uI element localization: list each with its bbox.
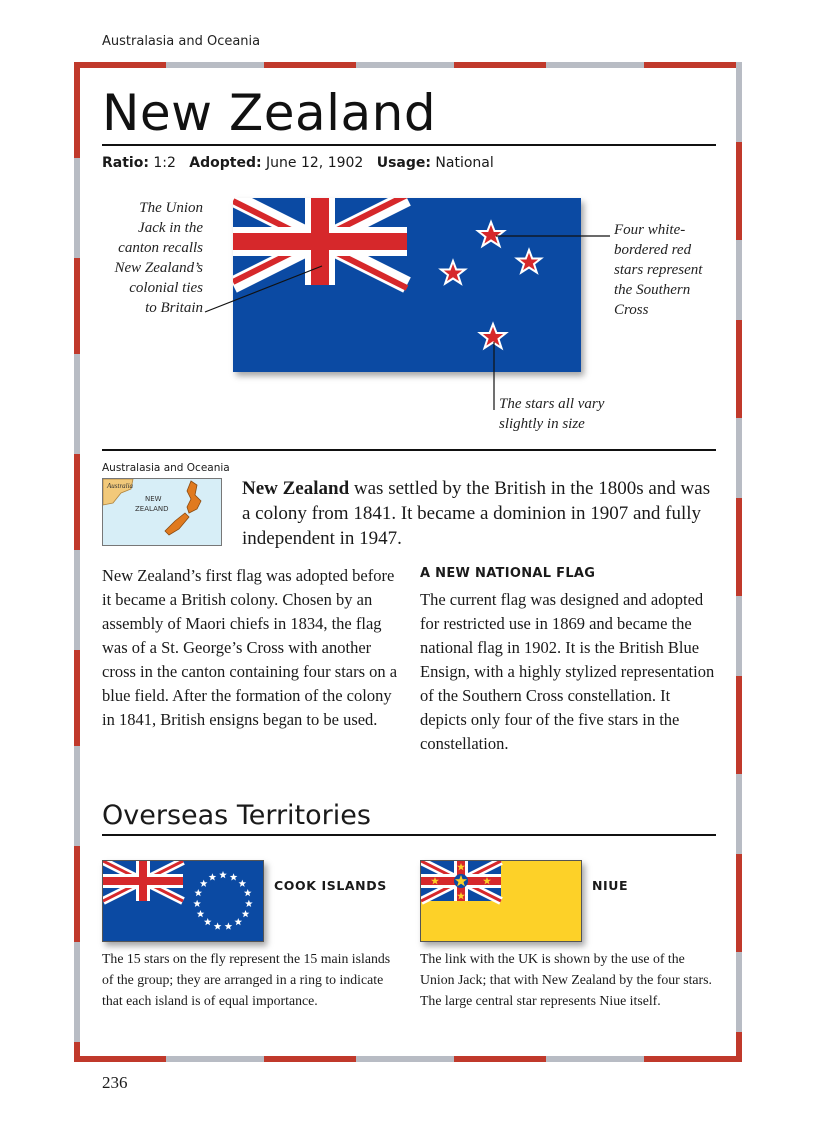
annotation-line: bordered red <box>614 242 692 258</box>
adopted-value: June 12, 1902 <box>266 155 364 171</box>
national-flag-column: The current flag was designed and adopted for restricted use in 1869 and became the national flag in 1902. It is the British Blue Ensign, with a highly stylized representation of the Southern Cross constellation. It depicts only four of the five stars in the constellation. <box>420 590 715 753</box>
annotation-line: to Britain <box>145 300 203 316</box>
annotation-line: stars represent <box>614 262 703 278</box>
cook-islands-flag <box>102 860 264 942</box>
annotation-line: the Southern <box>614 282 691 298</box>
new-zealand-flag <box>233 198 581 372</box>
union-jack-canton <box>233 198 407 288</box>
usage-label: Usage: <box>376 155 431 171</box>
page-number: 236 <box>102 1073 128 1092</box>
flag-section-rule <box>102 449 716 451</box>
intro-bold: New Zealand <box>242 478 350 499</box>
intro-text: was settled by the British in the 1800s and was a colony from 1841. It became a dominion in 1907 and fully independent in 1947. <box>242 478 711 549</box>
page-frame-top <box>74 62 742 68</box>
adopted-label: Adopted: <box>189 155 262 171</box>
annotation-line: The stars all vary <box>499 396 605 412</box>
annotation-line: New Zealand’s <box>114 260 203 276</box>
locator-heading: Australasia and Oceania <box>102 462 230 474</box>
title-rule <box>102 144 716 146</box>
annotation-line: Jack in the <box>138 220 203 236</box>
niue-flag <box>420 860 582 942</box>
ratio-value: 1:2 <box>153 155 176 171</box>
annotation-line: colonial ties <box>129 280 203 296</box>
annotation-line: canton recalls <box>118 240 203 256</box>
page-title: New Zealand <box>102 84 437 142</box>
territory-description: The 15 stars on the fly represent the 15 main islands of the group; they are arranged in a ring to indicate that each island is of equal importance. <box>102 951 391 1008</box>
section-title: Overseas Territories <box>102 800 371 831</box>
column-heading: A NEW NATIONAL FLAG <box>420 566 596 581</box>
annotation-line: slightly in size <box>499 416 585 432</box>
page-frame-left <box>74 62 80 1062</box>
territory-name: NIUE <box>592 878 629 893</box>
locator-label-nz: ZEALAND <box>135 505 169 513</box>
intro-paragraph <box>242 476 712 551</box>
annotation-star-size <box>499 394 659 434</box>
annotation-line: Four white- <box>614 222 686 238</box>
annotation-line: The Union <box>139 200 203 216</box>
page-frame-right <box>736 62 742 1062</box>
history-column: New Zealand’s first flag was adopted before it became a British colony. Chosen by an assembly of Maori chiefs in 1834, the flag was of a St. George’s Cross with another cross in the canton containing four stars on a blue field. After the formation of the colony in 1841, British ensigns began to be used. <box>102 566 398 729</box>
usage-value: National <box>435 155 494 171</box>
page-frame-bottom <box>74 1056 742 1062</box>
ratio-label: Ratio: <box>102 155 149 171</box>
locator-map <box>102 478 222 546</box>
locator-label-nz: NEW <box>145 495 162 503</box>
locator-label-australia: Australia <box>107 482 134 490</box>
annotation-line: Cross <box>614 302 649 318</box>
annotation-union-jack <box>90 198 203 318</box>
annotation-stars <box>614 220 724 320</box>
flag-meta <box>102 155 494 171</box>
running-head: Australasia and Oceania <box>102 34 261 49</box>
territory-description: The link with the UK is shown by the use of the Union Jack; that with New Zealand by the four stars. The large central star represents Niue itself. <box>420 951 712 1008</box>
section-rule <box>102 834 716 836</box>
territory-name: COOK ISLANDS <box>274 878 387 893</box>
